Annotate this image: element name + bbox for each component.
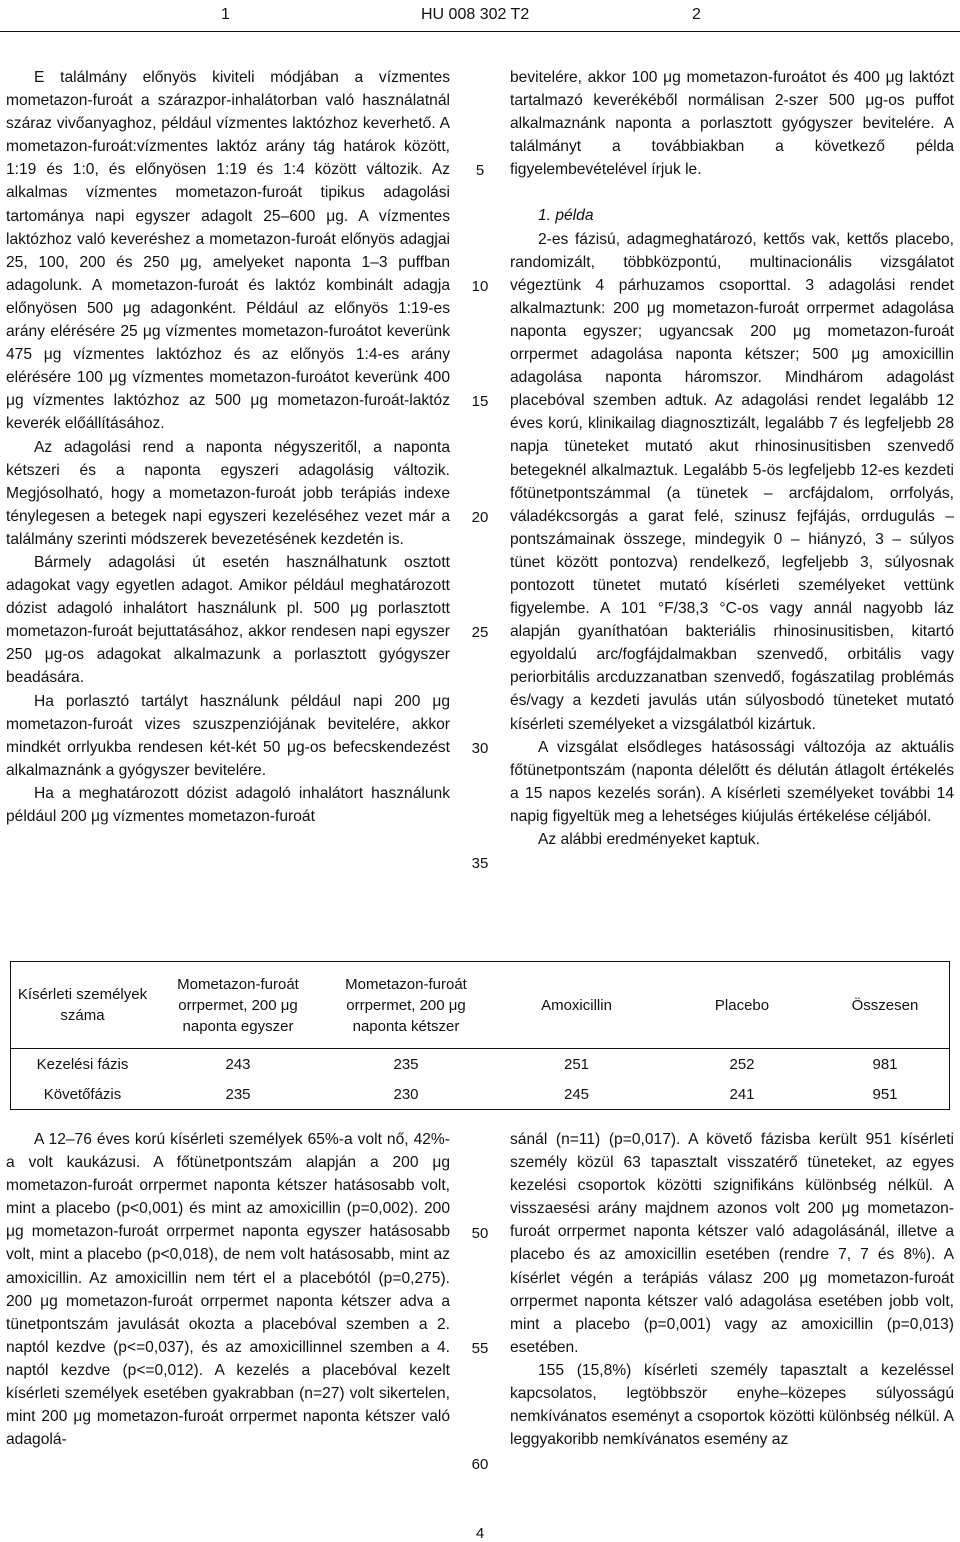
table-cell: 241 <box>729 1085 755 1103</box>
line-number: 20 <box>471 509 489 526</box>
right-column-top <box>510 66 954 851</box>
line-number: 30 <box>471 740 489 757</box>
line-number: 25 <box>471 624 489 641</box>
table-cell: 251 <box>563 1055 590 1073</box>
line-number: 10 <box>471 278 489 295</box>
paragraph: sánál (n=11) (p=0,017). A követő fázisba került 951 kísérleti személy közül 63 tapasztalt visszatérő tüneteket, az egyes kezelési csoportok közötti szignifikáns különbség nélkül. A visszaesési arány majdnem azonos volt 200 μg mometazon-furoát orrpermet naponta kétszer való adagolásánál, illetve a placebo és az amoxicillin esetében (rendre 7, 7 és 8%). A kísérlet végén a terápiás válasz 200 μg mometazon-furoát orrpermet naponta kétszer való adagolása esetében jobb volt, mint a placebo (p=0,001) vagy az amoxicillin (p=0,013) esetében. <box>510 1131 954 1356</box>
paragraph: bevitelére, akkor 100 μg mometazon-furoátot és 400 μg laktózt tartalmazó keverékéből normálisan 2-szer 500 μg-os puffot alkalmaznánk naponta a porlasztott gyógyszer bevitelére. A találmányt a továbbiakban a következő példa figyelembevételével írjuk le. <box>510 69 954 179</box>
table-header-cell: Mometazon-furoát orrpermet, 200 μg naponta kétszer <box>345 975 467 1035</box>
paragraph: Az adagolási rend a naponta négyszeritől, a naponta kétszeri és a naponta egyszeri adagolásig változik. Megjósolható, hogy a mometazon-furoát jobb terápiás indexe ténylegesen a betegek napi egyszeri kezeléséhez vezet már a találmány szerinti módszerek bevezetésének kezdetén is. <box>6 438 450 548</box>
left-page-number: 1 <box>221 6 230 23</box>
left-column-top <box>6 66 450 828</box>
header-rule <box>0 31 960 32</box>
paragraph: A 12–76 éves korú kísérleti személyek 65%-a volt nő, 42%-a volt kaukázusi. A főtünetpontszám alapján a 200 μg mometazon-furoát orrpermet naponta kétszer hatásosabb volt, mint a placebo (p<0,001) és mint az amoxicillin (p=0,002). 200 μg mometazon-furoát orrpermet naponta egyszer hatásosabb volt, mint a placebo (p<0,018), de nem volt hatásosabb, mint az amoxicillin. Az amoxicillin nem tért el a placebótól (p=0,275). 200 μg mometazon-furoát orrpermet naponta kétszer adva a tünetpontszám javulását okozta a placebóval szemben a 2. naptól kezdve (p<=0,037), és az amoxicillinnel szemben a 4. naptól kezdve (p<=0,012). A kezelés a placebóval kezelt kísérleti személyek esetében gyakrabban (n=27) volt sikertelen, mint 200 μg mometazon-furoát orrpermet naponta kétszer való adagolá- <box>6 1131 450 1449</box>
paragraph: A vizsgálat elsődleges hatásossági változója az aktuális főtünetpontszám (naponta délelőtt és délután átlagolt értékelés a 15 napos kezelés során). A kísérleti személyeket további 14 napig figyeltük meg a lehetséges kiújulás értékelése céljából. <box>510 738 954 825</box>
table-header-row <box>11 962 950 1049</box>
line-number: 15 <box>471 393 489 410</box>
paragraph: Az alábbi eredményeket kaptuk. <box>538 831 760 848</box>
row-label: Követőfázis <box>43 1085 122 1103</box>
line-number: 35 <box>471 855 489 872</box>
left-column-bottom <box>6 1128 450 1451</box>
right-column-bottom <box>510 1128 954 1451</box>
page-footer-number: 4 <box>475 1525 485 1542</box>
paragraph: 155 (15,8%) kísérleti személy tapasztalt a kezeléssel kapcsolatos, legtöbbször enyhe–közepes súlyosságú nemkívánatos eseményt a csoportok közötti különbség nélkül. A leggyakoribb nemkívánatos esemény az <box>510 1361 954 1449</box>
table-cell: 243 <box>225 1055 251 1073</box>
table-header-cell: Összesen <box>851 996 919 1014</box>
table-header-cell: Placebo <box>714 996 770 1014</box>
paragraph: E találmány előnyös kiviteli módjában a vízmentes mometazon-furoát a szárazpor-inhalátorban való használatnál száraz vivőanyaghoz, például vízmentes laktózhoz keverhető. A mometazon-furoát:vízmentes laktóz arány tág határok között, 1:19 és 1:0, és előnyösen 1:19 és 1:4 között változik. Az alkalmas vízmentes mometazon-furoát tipikus adagolási tartománya napi egyszer adagolt 25–600 μg. A vízmentes laktózhoz való keveréshez a mometazon-furoát előnyös adagjai 25, 100, 200 és 250 μg, amelyeket naponta 1–3 puffban adagolunk. A mometazon-furoát és laktóz kombinált adagja előnyösen 500 μg adagonként. Például az előnyös 1:19-es arány elérésére 25 μg vízmentes mometazon-furoátot keverünk 475 μg vízmentes laktózhoz és az előnyös 1:4-es arány elérésére 100 μg vízmentes mometazon-furoátot keverünk 400 μg vízmentes laktózhoz az 500 μg mometazon-furoát-laktóz keverék előállításához. <box>6 69 450 433</box>
table-cell: 235 <box>393 1055 419 1073</box>
table-header-cell: Mometazon-furoát orrpermet, 200 μg naponta egyszer <box>177 975 299 1035</box>
row-label: Kezelési fázis <box>36 1055 129 1073</box>
table-cell: 252 <box>729 1055 755 1073</box>
document-id: HU 008 302 T2 <box>421 6 530 23</box>
line-number: 60 <box>471 1456 489 1473</box>
line-number: 55 <box>471 1340 489 1357</box>
paragraph: Ha a meghatározott dózist adagoló inhalátort használunk például 200 μg vízmentes mometazon-furoát <box>6 784 450 825</box>
line-number: 50 <box>471 1225 489 1242</box>
paragraph: Ha porlasztó tartályt használunk például napi 200 μg mometazon-furoát vizes szuszpenziójának bevitelére, akkor mindkét orrlyukba rendesen két-két 50 μg-os befecskendezést alkalmaznánk a gyógyszer bevitelére. <box>6 692 450 779</box>
line-number: 5 <box>475 162 485 179</box>
page-header <box>0 0 960 30</box>
table-row <box>11 1049 950 1079</box>
paragraph: 2-es fázisú, adagmeghatározó, kettős vak, kettős placebo, randomizált, többközpontú, multinacionális vizsgálatot végeztünk 4 párhuzamos csoporttal. 3 adagolási rendet alkalmaztunk: 200 μg mometazon-furoát orrpermet adagolása naponta egyszer; ugyancsak 200 μg mometazon-furoát orrpermet adagolása naponta kétszer; 500 μg amoxicillin adagolása naponta háromszor. Mindhárom adagolást placebóval szemben adtuk. Az adagolási rendet legalább 12 éves korú, klinikailag diagnosztizált, legalább 7 és legfeljebb 28 napja tüneteket mutató akut rhinosinusitisben szenvedő betegeknél alkalmaztuk. Legalább 5-ös legfeljebb 12-es kezdeti főtünetpontszámmal (a tünetek – arcfájdalom, orrfolyás, váladékcsorgás a garat felé, szinusz fejfájás, orrdugulás – pontszámainak összege, mindegyik 0 – hiányzó, 3 – súlyos tünet között pontozva) rendelkező, legfeljebb 3, súlyosnak pontozott tünetet mutató kísérleti személyeket vettünk figyelembe. A 101 °F/38,3 °C-os vagy annál nagyobb láz alapján gyaníthatóan bakteriális rhinosinusitisben, kitartó egyoldalú arc/fogfájdalmakban szenvedő, orbitális vagy periorbitális arcduzzanatban szenvedő, fogászatilag problémás és/vagy a kezdeti javulás után súlyosbodó tüneteket mutató kísérleti személyeket a vizsgálatból kizártuk. <box>510 230 954 733</box>
table-cell: 981 <box>872 1055 898 1073</box>
table-cell: 245 <box>563 1085 590 1103</box>
table-header-cell: Amoxicillin <box>541 996 612 1014</box>
right-page-number: 2 <box>692 6 701 23</box>
table-cell: 230 <box>393 1085 419 1103</box>
table-cell: 235 <box>225 1085 251 1103</box>
table-header-cell: Kísérleti személyek száma <box>17 986 148 1024</box>
table-cell: 951 <box>872 1085 898 1103</box>
table-row <box>11 1079 950 1110</box>
results-table <box>10 961 950 1110</box>
paragraph: Bármely adagolási út esetén használhatunk osztott adagokat vagy egyetlen adagot. Amikor például meghatározott dózist adagoló inhalátort használunk pl. 500 μg porlasztott mometazon-furoát bejuttatásához, akkor rendesen napi egyszer 250 μg-os adagokat alkalmazunk a porlasztott gyógyszer beadására. <box>6 553 450 687</box>
example-heading: 1. példa <box>538 207 594 225</box>
